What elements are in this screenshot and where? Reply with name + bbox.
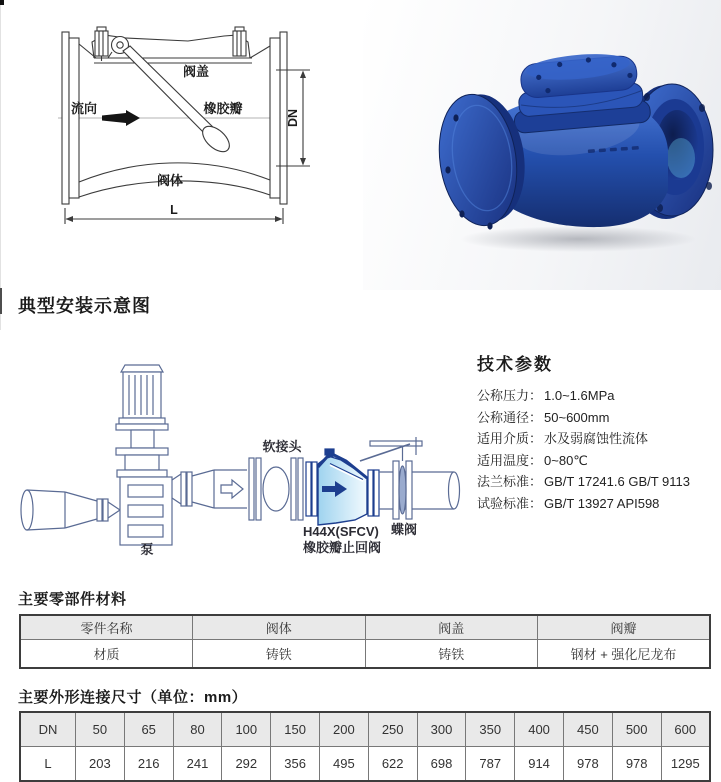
cell: 1295 xyxy=(661,747,710,782)
materials-header-row xyxy=(20,615,710,640)
header-cell: 零件名称 xyxy=(20,615,193,640)
param-label: 法兰标准： xyxy=(477,474,543,490)
cell: 材质 xyxy=(20,640,193,669)
param-value: 0~80℃ xyxy=(544,452,588,468)
cell: 292 xyxy=(222,747,271,782)
param-value: 水及弱腐蚀性流体 xyxy=(544,431,649,447)
label-valve-body: 阀体 xyxy=(156,173,184,188)
header-cell: 阀体 xyxy=(193,615,366,640)
header-cell: DN xyxy=(20,712,76,747)
cell: 铸铁 xyxy=(365,640,538,669)
cell: 钢材 + 强化尼龙布 xyxy=(538,640,711,669)
tech-params-title: 技术参数 xyxy=(477,355,553,374)
cell: 495 xyxy=(319,747,368,782)
label-flow-direction: 流向 xyxy=(71,101,98,116)
header-cell: 250 xyxy=(368,712,417,747)
header-cell: 50 xyxy=(76,712,125,747)
cell: 203 xyxy=(76,747,125,782)
section-title-installation: 典型安装示意图 xyxy=(18,296,151,316)
photo-shadow xyxy=(460,226,696,252)
cell: 241 xyxy=(173,747,222,782)
header-cell: 80 xyxy=(173,712,222,747)
param-label: 公称压力： xyxy=(477,388,543,403)
header-cell: 350 xyxy=(466,712,515,747)
cell: 978 xyxy=(563,747,612,782)
param-value: GB/T 17241.6 GB/T 9113 xyxy=(544,474,690,490)
downstream-pipe xyxy=(379,472,460,509)
tech-param-row xyxy=(477,493,721,515)
materials-table-title: 主要零部件材料 xyxy=(18,591,127,608)
cell: 787 xyxy=(466,747,515,782)
dimensions-header-row xyxy=(20,712,710,747)
pump xyxy=(116,365,172,545)
header-cell: 100 xyxy=(222,712,271,747)
header-cell: 450 xyxy=(563,712,612,747)
installation-diagram xyxy=(10,328,475,573)
cell: 356 xyxy=(271,747,320,782)
cell: 698 xyxy=(417,747,466,782)
bonnet-bolt-right xyxy=(233,27,246,56)
label-butterfly-valve: 蝶阀 xyxy=(390,522,418,537)
label-pump: 泵 xyxy=(140,542,154,557)
bonnet-bolt-left xyxy=(95,27,108,61)
soft-joint xyxy=(249,458,303,520)
header-cell: 阀瓣 xyxy=(538,615,711,640)
label-valve-model: H44X(SFCV) xyxy=(303,524,379,539)
left-flange xyxy=(62,32,79,204)
param-label: 试验标准： xyxy=(477,495,543,511)
tech-param-row xyxy=(477,450,721,472)
param-label: 适用温度： xyxy=(477,452,543,468)
label-valve-name: 橡胶瓣止回阀 xyxy=(303,540,382,555)
cell: 铸铁 xyxy=(193,640,366,669)
photo-top-cap xyxy=(509,49,651,134)
label-soft-joint: 软接头 xyxy=(262,439,302,454)
label-rubber-disc: 橡胶瓣 xyxy=(203,101,243,116)
label-dn: DN xyxy=(286,108,300,128)
header-cell: 300 xyxy=(417,712,466,747)
cell: 914 xyxy=(515,747,564,782)
label-length: L xyxy=(170,203,178,217)
param-value: GB/T 13927 API598 xyxy=(544,495,660,511)
tech-param-row xyxy=(477,471,721,493)
dimensions-value-row xyxy=(20,747,710,782)
header-cell: 400 xyxy=(515,712,564,747)
label-bonnet: 阀盖 xyxy=(182,64,210,79)
scan-edge-line xyxy=(0,0,1,330)
discharge-pipe xyxy=(172,470,247,508)
right-flange xyxy=(270,32,287,204)
header-cell: 150 xyxy=(271,712,320,747)
cell: 216 xyxy=(124,747,173,782)
materials-table xyxy=(19,614,711,669)
param-value: 50~600mm xyxy=(544,409,610,425)
header-cell: 阀盖 xyxy=(365,615,538,640)
cell: 622 xyxy=(368,747,417,782)
check-valve xyxy=(306,449,379,525)
dimensions-table-title: 主要外形连接尺寸（单位：mm） xyxy=(18,689,248,706)
scan-artifact-tick xyxy=(0,288,2,314)
flow-arrow xyxy=(102,110,140,126)
header-cell: 65 xyxy=(124,712,173,747)
tech-param-row xyxy=(477,428,721,450)
suction-pipe xyxy=(21,490,120,530)
cell: L xyxy=(20,747,76,782)
materials-value-row xyxy=(20,640,710,669)
param-label: 适用介质： xyxy=(477,431,543,447)
param-value: 1.0~1.6MPa xyxy=(544,388,615,403)
param-label: 公称通径： xyxy=(477,409,543,425)
tech-param-row xyxy=(477,407,721,429)
header-cell: 600 xyxy=(661,712,710,747)
header-cell: 200 xyxy=(319,712,368,747)
header-cell: 500 xyxy=(612,712,661,747)
valve-product-photo xyxy=(428,30,718,258)
dimensions-table xyxy=(19,711,711,782)
tech-params-panel xyxy=(477,350,721,515)
scan-artifact-corner xyxy=(0,0,4,5)
cell: 978 xyxy=(612,747,661,782)
valve-cross-section-drawing xyxy=(38,12,328,238)
tech-param-row xyxy=(477,385,721,407)
